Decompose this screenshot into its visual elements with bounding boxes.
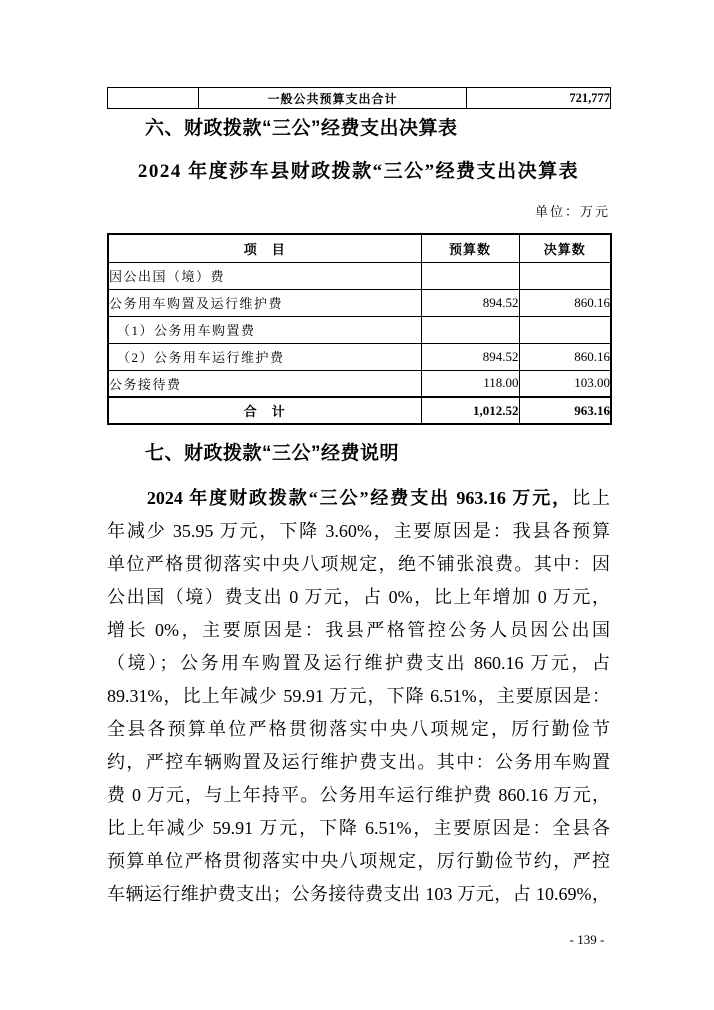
paragraph-text-segment: 89.31%，比上年减少 59.91 万元，下降 6.51%，主要原因是：: [107, 686, 610, 706]
sangong-expense-table: [107, 233, 612, 425]
paragraph-line: [107, 746, 610, 779]
table-row: [108, 262, 611, 289]
header-budget: 预算数: [421, 234, 519, 262]
item-cell: （1）公务用车购置费: [108, 316, 421, 343]
item-cell: 因公出国（境）费: [108, 262, 421, 289]
carryover-empty-cell: [108, 88, 199, 109]
total-final-cell: 963.16: [519, 397, 611, 424]
carryover-label-cell: 一般公共预算支出合计: [199, 88, 467, 109]
paragraph-text-segment: 增长 0%，主要原因是：我县严格管控公务人员因公出国: [107, 620, 610, 640]
carryover-row: [108, 88, 611, 109]
paragraph-bold-segment: 2024 年度财政拨款“三公”经费支出 963.16 万元，: [107, 488, 573, 508]
header-final: 决算数: [519, 234, 611, 262]
paragraph-line: [107, 845, 610, 878]
paragraph-text-segment: 全县各预算单位严格贯彻落实中央八项规定，厉行勤俭节: [107, 719, 610, 739]
unit-note: 单位：万元: [534, 204, 610, 219]
item-cell: 公务接待费: [108, 370, 421, 397]
paragraph-text-segment: 约，严控车辆购置及运行维护费支出。其中：公务用车购置: [107, 752, 610, 772]
paragraph-text-segment: 车辆运行维护费支出；公务接待费支出 103 万元，占 10.69%，: [107, 884, 610, 904]
table-row: [108, 370, 611, 397]
paragraph-text-segment: （境）；公务用车购置及运行维护费支出 860.16 万元，占: [107, 653, 610, 673]
item-cell: （2）公务用车运行维护费: [108, 343, 421, 370]
budget-cell: [421, 262, 519, 289]
paragraph-text-segment: 预算单位严格贯彻落实中央八项规定，厉行勤俭节约，严控: [107, 851, 610, 871]
paragraph-line: [107, 548, 610, 581]
paragraph-text-segment: 公出国（境）费支出 0 万元，占 0%，比上年增加 0 万元，: [107, 587, 610, 607]
paragraph-line: [107, 647, 610, 680]
paragraph-line: [107, 581, 610, 614]
table-row: [108, 316, 611, 343]
paragraph-line: [107, 779, 610, 812]
paragraph-line: [107, 482, 610, 515]
paragraph-text-segment: 单位严格贯彻落实中央八项规定，绝不铺张浪费。其中：因: [107, 554, 610, 574]
paragraph-line: [107, 515, 610, 548]
header-item: 项 目: [108, 234, 421, 262]
final-cell: [519, 262, 611, 289]
paragraph-line: [107, 878, 610, 911]
budget-cell: 894.52: [421, 343, 519, 370]
total-label-cell: 合 计: [108, 397, 421, 424]
expense-explanation-paragraph: [107, 482, 610, 911]
section-seven-heading: 七、财政拨款“三公”经费说明: [145, 443, 400, 464]
paragraph-text-segment: 比上年减少 59.91 万元，下降 6.51%，主要原因是：全县各: [107, 818, 610, 838]
table-row: [108, 343, 611, 370]
total-budget-cell: 1,012.52: [421, 397, 519, 424]
paragraph-line: [107, 614, 610, 647]
section-six-heading: 六、财政拨款“三公”经费支出决算表: [145, 118, 458, 139]
sangong-table-title: 2024 年度莎车县财政拨款“三公”经费支出决算表: [137, 161, 580, 182]
item-cell: 公务用车购置及运行维护费: [108, 289, 421, 316]
paragraph-text-segment: 年减少 35.95 万元，下降 3.60%，主要原因是：我县各预算: [107, 521, 610, 541]
carryover-table: [107, 87, 611, 109]
budget-cell: 894.52: [421, 289, 519, 316]
final-cell: 860.16: [519, 343, 611, 370]
carryover-value-cell: 721,777: [467, 88, 611, 109]
paragraph-line: [107, 680, 610, 713]
final-cell: 103.00: [519, 370, 611, 397]
budget-cell: 118.00: [421, 370, 519, 397]
paragraph-line: [107, 713, 610, 746]
page-number: - 139 -: [569, 932, 605, 947]
paragraph-line: [107, 812, 610, 845]
paragraph-text-segment: 费 0 万元，与上年持平。公务用车运行维护费 860.16 万元，: [107, 785, 610, 805]
final-cell: 860.16: [519, 289, 611, 316]
table-row: [108, 289, 611, 316]
table-total-row: [108, 397, 611, 424]
budget-cell: [421, 316, 519, 343]
paragraph-text-segment: 比上: [572, 488, 610, 508]
final-cell: [519, 316, 611, 343]
table-header-row: [108, 234, 611, 262]
